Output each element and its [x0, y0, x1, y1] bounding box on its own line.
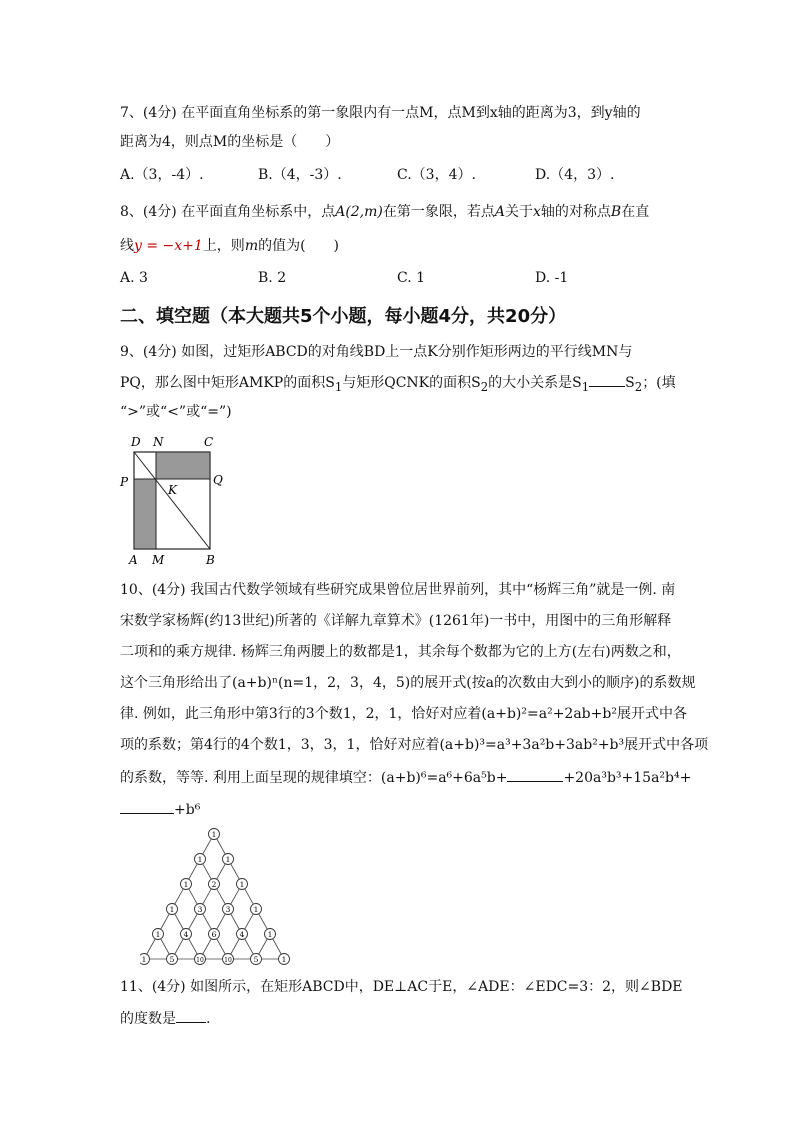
q8-b: B	[610, 204, 622, 220]
shaded-rect-qcnk	[156, 452, 210, 479]
q7-line1: 7、(4分) 在平面直角坐标系的第一象限内有一点M，点M到x轴的距离为3，到y轴的	[120, 105, 641, 121]
q7-option-c: C.（3，4）.	[397, 167, 476, 183]
q8-suffix: 轴的对称点	[540, 204, 611, 220]
q8-mid: 在第一象限，若点	[382, 204, 495, 220]
q10-line1: 10、(4分) 我国古代数学领域有些研究成果曾位居世界前列，其中“杨辉三角”就是一例. 南	[120, 582, 676, 598]
q9-line1: 9、(4分) 如图，过矩形ABCD的对角线BD上一点K分别作矩形两边的平行线MN与	[120, 344, 633, 360]
q8-line-equation: y = −x+1	[134, 238, 203, 254]
label-q: Q	[213, 473, 223, 487]
yanghui-triangle	[140, 822, 300, 972]
label-d: D	[131, 435, 141, 449]
triangle-value: 1	[253, 904, 259, 914]
q9-line3: “>”或“<”或“=”)	[120, 404, 232, 420]
q10-blank-1[interactable]	[507, 767, 563, 782]
q9-line2b: 与矩形QCNK的面积S	[342, 375, 481, 391]
q8-point-a: A(2,m)	[335, 204, 383, 220]
q10-line8-text: +b⁶	[174, 802, 201, 818]
q11-line2-end: .	[206, 1011, 211, 1027]
q8-end1: 在直	[621, 204, 650, 220]
label-b: B	[206, 553, 215, 567]
q10-line3: 二项和的乘方规律. 杨辉三角两腰上的数都是1，其余每个数都为它的上方(左右)两数之和，	[120, 644, 681, 660]
triangle-value: 1	[183, 879, 189, 889]
q7-option-b: B.（4，-3）.	[258, 167, 342, 183]
q10-line7b: +20a³b³+15a²b⁴+	[563, 770, 692, 786]
shaded-rect-amkp	[134, 479, 156, 549]
q10-line5: 律. 例如，此三角形中第3行的3个数1，2，1，恰好对应着(a+b)²=a²+2ab+b²展开式中各	[120, 706, 687, 722]
q9-line2e: ；(填	[642, 375, 676, 391]
triangle-value: 10	[196, 956, 204, 964]
triangle-value: 1	[141, 954, 147, 964]
triangle-value: 1	[169, 904, 175, 914]
triangle-value: 10	[224, 956, 232, 964]
q9-line2	[120, 372, 676, 397]
triangle-value: 3	[225, 904, 231, 914]
label-p: P	[120, 475, 129, 489]
triangle-value: 4	[183, 929, 189, 939]
q8-line2-prefix: 线	[120, 238, 134, 254]
triangle-value: 1	[225, 854, 231, 864]
q8-option-d: D. -1	[535, 270, 569, 286]
triangle-value: 3	[197, 904, 203, 914]
q11-line1: 11、(4分) 如图所示，在矩形ABCD中，DE⊥AC于E，∠ADE：∠EDC=3：2，则∠BDE	[120, 979, 683, 995]
triangle-value: 1	[281, 954, 287, 964]
q9-line2d: S	[625, 375, 635, 391]
q8-x: x	[533, 204, 541, 220]
triangle-value: 5	[169, 954, 175, 964]
triangle-value: 1	[267, 929, 273, 939]
label-m: M	[152, 553, 165, 567]
q10-line7	[120, 767, 691, 788]
triangle-value: 6	[211, 929, 217, 939]
triangle-value: 5	[253, 954, 259, 964]
q8-m: m	[244, 238, 259, 254]
q8-line2	[120, 236, 339, 256]
q8-option-a: A. 3	[120, 270, 148, 286]
label-a: A	[129, 553, 138, 567]
label-c: C	[204, 435, 214, 449]
label-k: K	[168, 483, 177, 497]
q8-line1	[120, 202, 649, 222]
q8-option-b: B. 2	[258, 270, 287, 286]
q7-option-d: D.（4，3）.	[535, 167, 615, 183]
q10-line4: 这个三角形给出了(a+b)ⁿ(n=1，2，3，4，5)的展开式(按a的次数由大到小的顺序)的系数规	[120, 675, 696, 691]
q11-line2	[120, 1008, 210, 1029]
q7-option-a: A.（3，-4）.	[120, 167, 204, 183]
q9-sub3: 1	[581, 379, 590, 394]
q10-line2: 宋数学家杨辉(约13世纪)所著的《详解九章算术》(1261年)一书中，用图中的三角形解释	[120, 613, 672, 629]
triangle-value: 2	[211, 879, 217, 889]
triangle-value: 1	[155, 929, 161, 939]
triangle-value: 1	[211, 829, 217, 839]
triangle-value: 1	[197, 854, 203, 864]
q8-mid2: 关于	[505, 204, 533, 220]
q9-sub2: 2	[480, 379, 489, 394]
q10-blank-2[interactable]	[120, 799, 174, 814]
triangle-value: 4	[239, 929, 245, 939]
q9-sub1: 1	[334, 379, 343, 394]
q9-answer-blank[interactable]	[589, 372, 625, 387]
q8-a: A	[494, 204, 505, 220]
q8-prefix: 8、(4分) 在平面直角坐标系中，点	[120, 204, 336, 220]
q11-line2-text: 的度数是	[120, 1011, 176, 1027]
q11-answer-blank[interactable]	[176, 1008, 206, 1023]
q10-line6: 项的系数；第4行的4个数1，3，3，1，恰好对应着(a+b)³=a³+3a²b+3ab²+b³展开式中各项	[120, 737, 709, 753]
section-2-title: 二、填空题（本大题共5个小题，每小题4分，共20分）	[120, 306, 567, 327]
q10-line8	[120, 799, 200, 820]
q8-option-c: C. 1	[397, 270, 426, 286]
q9-rectangle-figure	[112, 432, 232, 572]
q9-line2a: PQ，那么图中矩形AMKP的面积S	[120, 375, 335, 391]
q9-line2c: 的大小关系是S	[488, 375, 582, 391]
q8-line2-mid: 上，则	[202, 238, 245, 254]
label-n: N	[153, 435, 164, 449]
q7-line2: 距离为4，则点M的坐标是（ ）	[120, 134, 340, 150]
q8-line2-end: 的值为( )	[258, 238, 340, 254]
triangle-value: 1	[239, 879, 245, 889]
q10-line7a: 的系数，等等. 利用上面呈现的规律填空：(a+b)⁶=a⁶+6a⁵b+	[120, 770, 508, 786]
q9-sub4: 2	[634, 379, 643, 394]
